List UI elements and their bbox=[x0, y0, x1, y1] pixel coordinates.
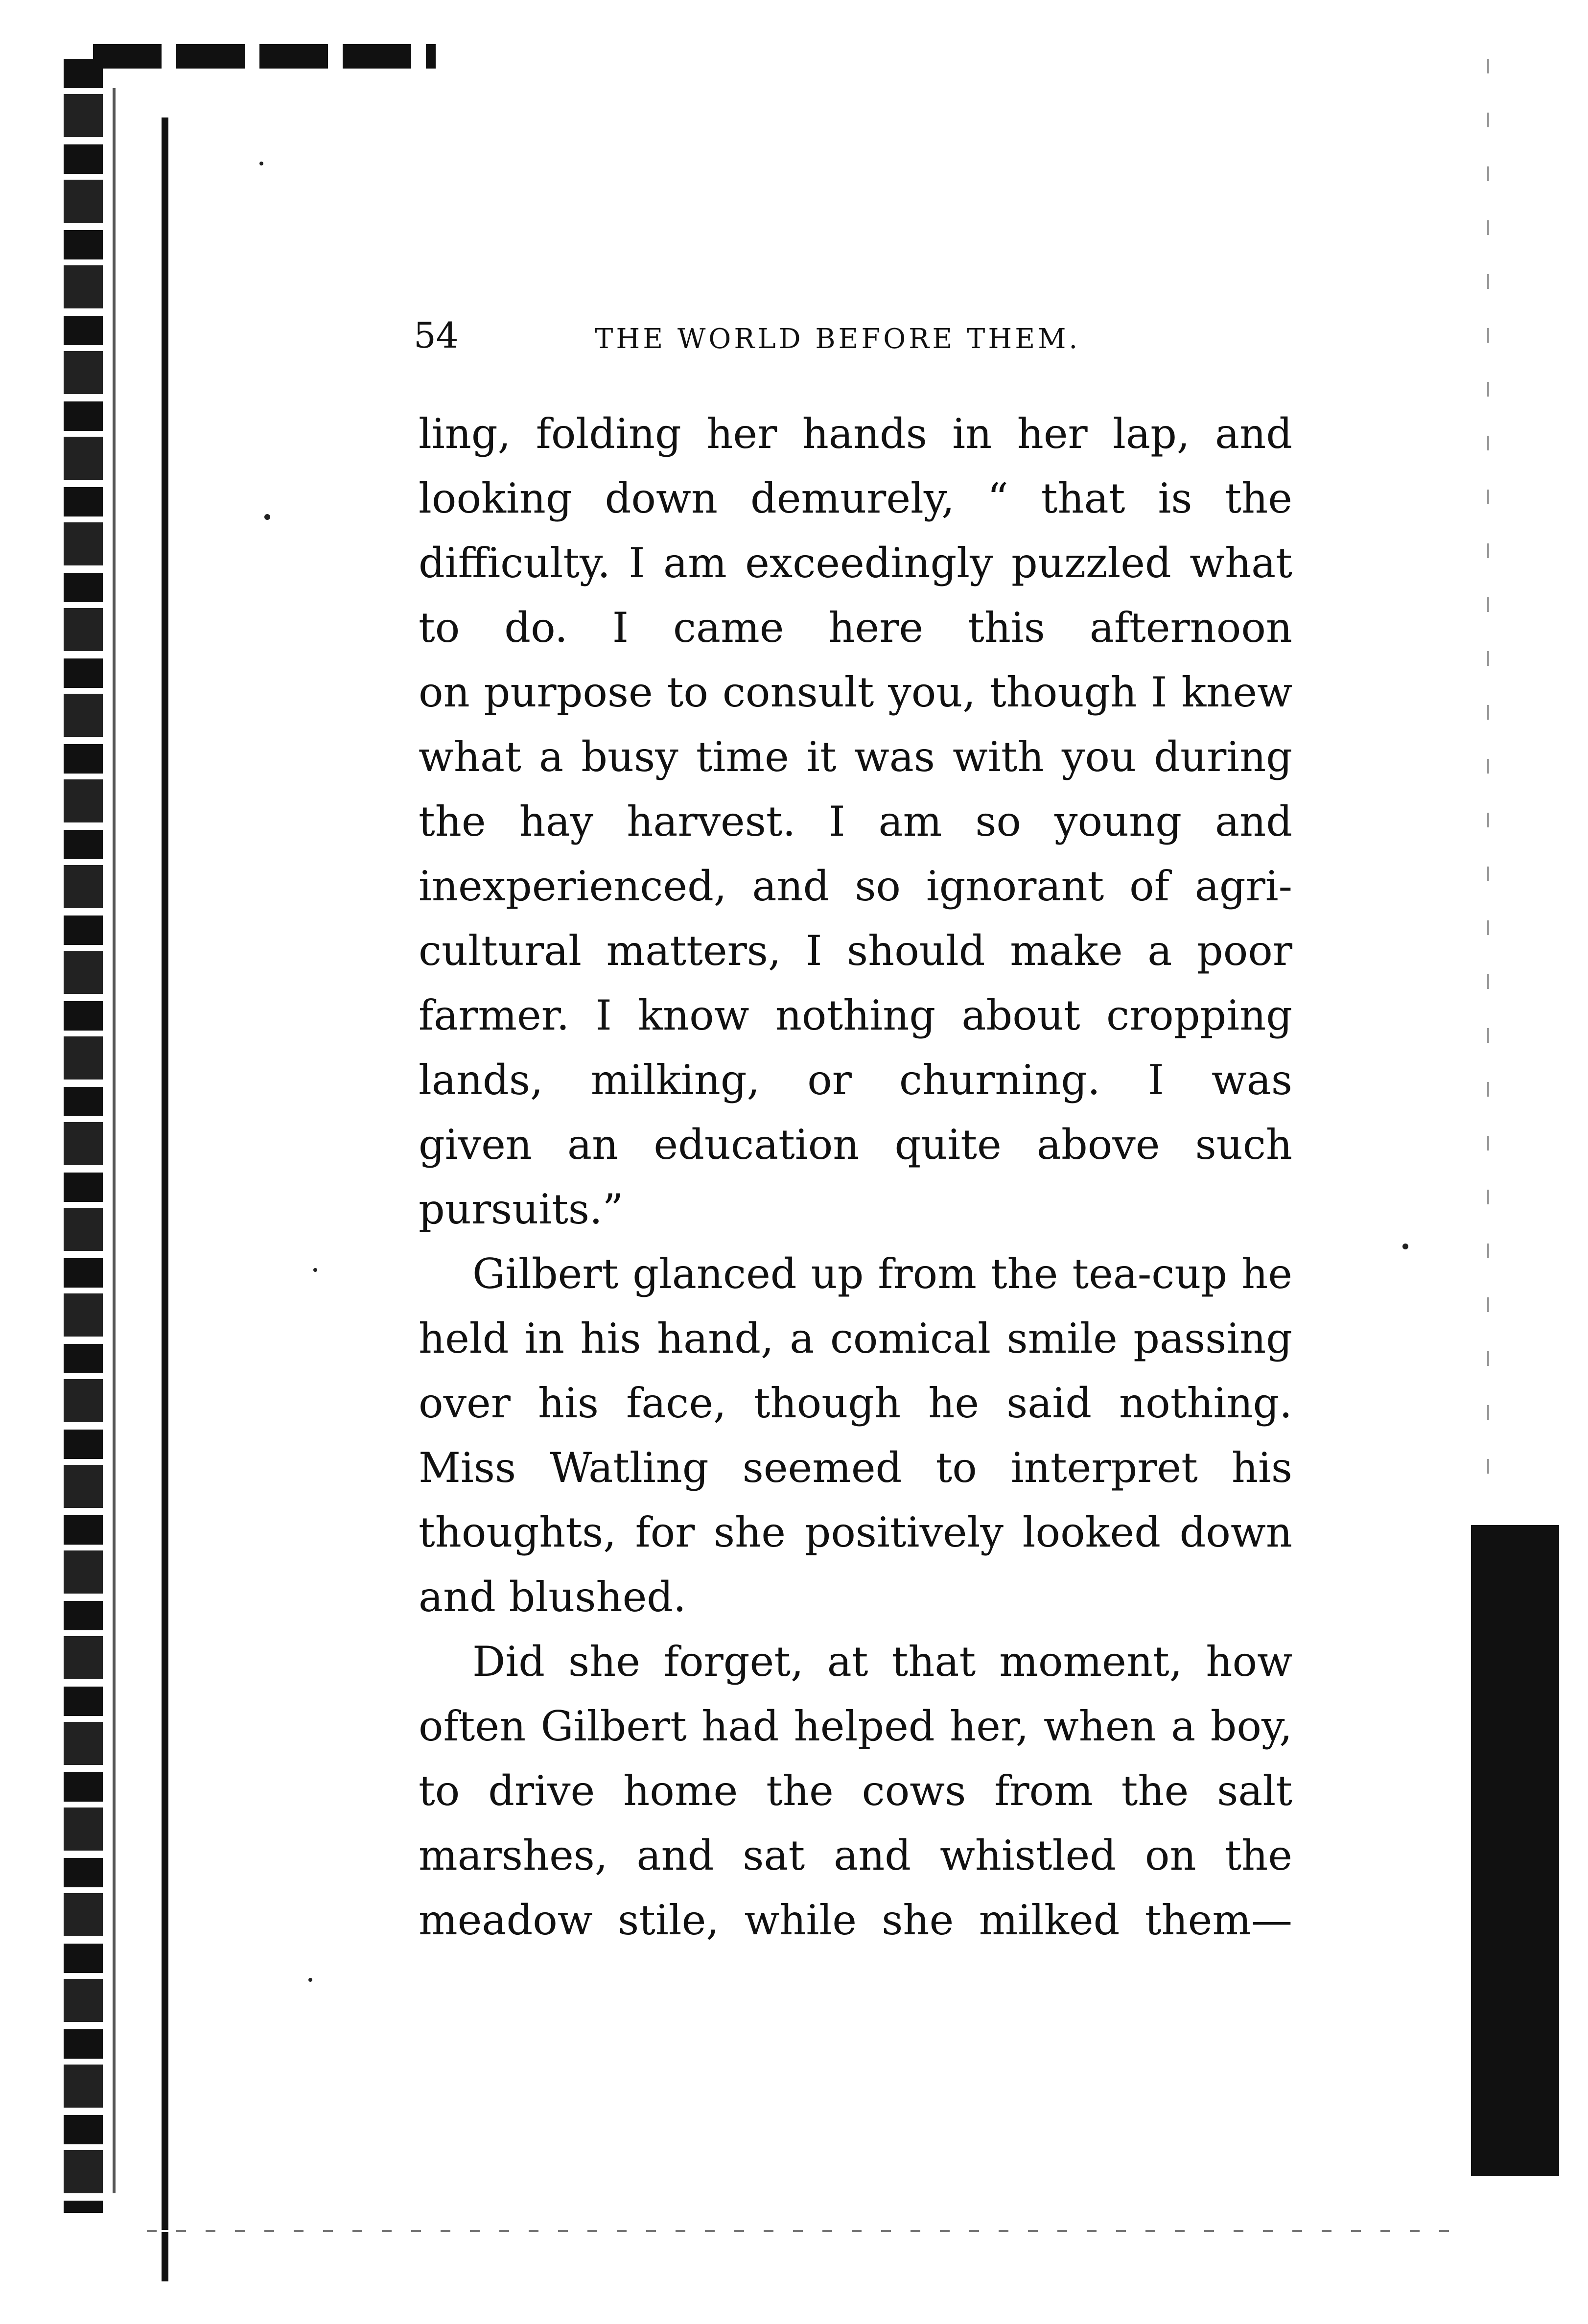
text-line: what a busy time it was with you during bbox=[419, 733, 1292, 781]
text-line: ling, folding her hands in her lap, and bbox=[419, 410, 1292, 458]
scan-artifact-gutter-line bbox=[162, 117, 168, 2281]
running-head: THE WORLD BEFORE THEM. bbox=[595, 323, 1081, 355]
text-line: over his face, though he said nothing. bbox=[419, 1379, 1292, 1427]
text-line: marshes, and sat and whistled on the bbox=[419, 1831, 1292, 1879]
text-line: on purpose to consult you, though I knew bbox=[419, 668, 1292, 716]
paragraph-2 bbox=[419, 1242, 1292, 1629]
text-line: thoughts, for she positively looked down bbox=[419, 1508, 1292, 1556]
text-line: to drive home the cows from the salt bbox=[419, 1767, 1292, 1815]
scan-artifact-bottom-edge bbox=[147, 2230, 1469, 2232]
text-line: pursuits.” bbox=[419, 1185, 624, 1233]
text-line: Did she forget, at that moment, how bbox=[472, 1638, 1292, 1686]
scan-speck bbox=[1402, 1244, 1408, 1249]
scan-speck bbox=[264, 514, 270, 520]
paragraph-1 bbox=[419, 401, 1292, 1242]
scan-artifact-binding bbox=[64, 59, 103, 2213]
text-line: given an education quite above such bbox=[419, 1121, 1292, 1169]
text-line: cultural matters, I should make a poor bbox=[419, 927, 1292, 975]
text-line: Gilbert glanced up from the tea-cup he bbox=[472, 1250, 1292, 1298]
text-line: Miss Watling seemed to interpret his bbox=[419, 1444, 1292, 1492]
text-line: inexperienced, and so ignorant of agri- bbox=[419, 862, 1292, 910]
text-line: looking down demurely, “ that is the bbox=[419, 474, 1292, 522]
page-number: 54 bbox=[414, 315, 459, 356]
text-line: difficulty. I am exceedingly puzzled what bbox=[419, 539, 1292, 587]
text-line: to do. I came here this afternoon bbox=[419, 604, 1292, 652]
text-line: often Gilbert had helped her, when a boy, bbox=[419, 1702, 1292, 1750]
scan-artifact-top bbox=[93, 44, 436, 69]
scan-artifact-right-bar bbox=[1471, 1525, 1559, 2176]
scan-speck bbox=[308, 1978, 312, 1982]
text-line: lands, milking, or churning. I was bbox=[419, 1056, 1292, 1104]
text-line: the hay harvest. I am so young and bbox=[419, 798, 1292, 845]
body-text bbox=[419, 401, 1292, 1952]
text-line: meadow stile, while she milked them— bbox=[419, 1896, 1292, 1944]
text-line: farmer. I know nothing about cropping bbox=[419, 991, 1292, 1039]
text-line: held in his hand, a comical smile passing bbox=[419, 1315, 1292, 1362]
paragraph-3 bbox=[419, 1629, 1292, 1952]
scan-artifact-binding-line bbox=[113, 88, 116, 2193]
scan-speck bbox=[259, 162, 263, 165]
page-header bbox=[414, 313, 1295, 367]
scan-artifact-right-edge bbox=[1487, 59, 1489, 1479]
scan-speck bbox=[313, 1268, 317, 1272]
text-line: and blushed. bbox=[419, 1573, 686, 1621]
